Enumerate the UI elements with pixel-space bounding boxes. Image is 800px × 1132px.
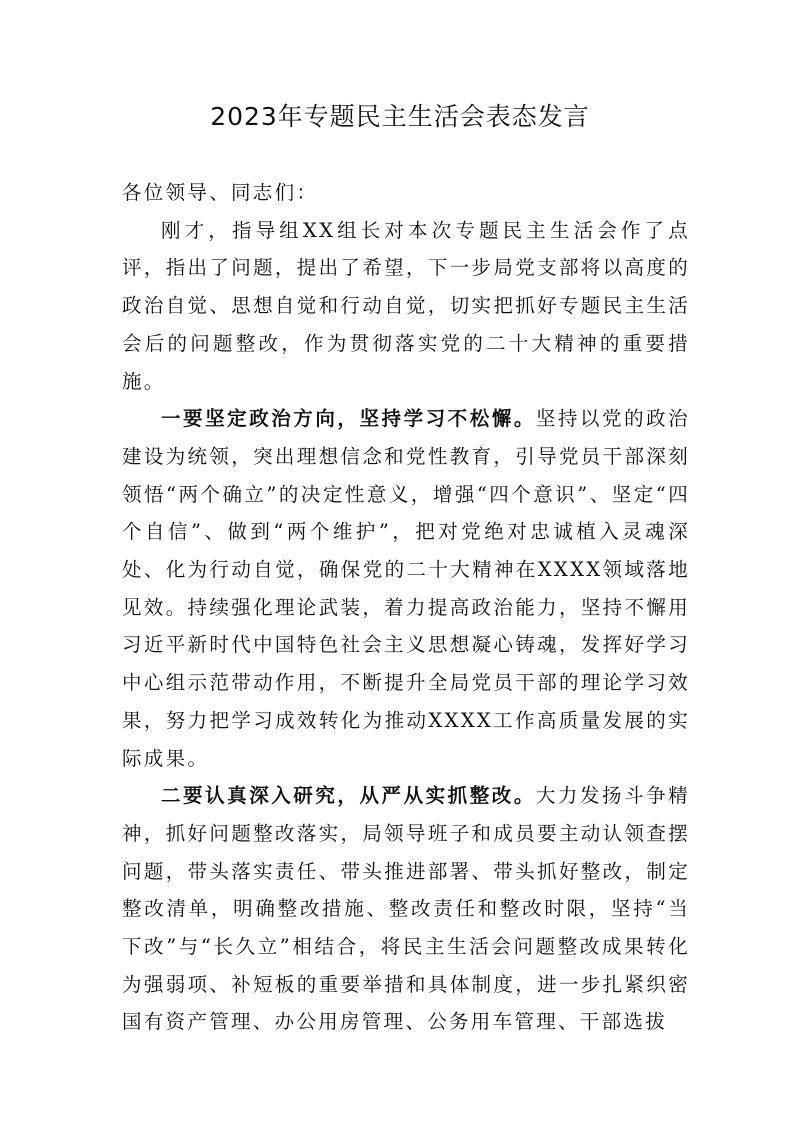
salutation: 各位领导、同志们：: [122, 181, 319, 204]
paragraph-point-one: [122, 400, 690, 777]
paragraph-point-two-heading: 二要认真深入研究，从严从实抓整改。: [161, 784, 536, 808]
paragraph-point-one-text: 坚持以党的政治建设为统领，突出理想信念和党性教育，引导党员干部深刻领悟“两个确立”的决定性意义，增强“四个意识”、坚定“四个自信”、做到“两个维护”，把对党绝对忠诚植入灵魂深处、化为行动自觉，确保党的二十大精神在XXXX领域落地见效。持续强化理论武装，着力提高政治能力，坚持不懈用习近平新时代中国特色社会主义思想凝心铸魂，发挥好学习中心组示范带动作用，不断提升全局党员干部的理论学习效果，努力把学习成效转化为推动XXXX工作高质量发展的实际成果。: [122, 407, 690, 770]
paragraph-point-one-heading: 一要坚定政治方向，坚持学习不松懈。: [161, 407, 536, 431]
paragraph-intro: [122, 212, 690, 401]
paragraph-intro-text: 刚才，指导组XX组长对本次专题民主生活会作了点评，指出了问题，提出了希望，下一步局党支部将以高度的政治自觉、思想自觉和行动自觉，切实把抓好专题民主生活会后的问题整改，作为贯彻落实党的二十大精神的重要措施。: [122, 218, 690, 393]
document-body: [122, 174, 690, 1041]
paragraph-point-two-text: 大力发扬斗争精神，抓好问题整改落实，局领导班子和成员要主动认领查摆问题，带头落实责任、带头推进部署、带头抓好整改，制定整改清单，明确整改措施、整改责任和整改时限，坚持“当下改”与“长久立”相结合，将民主生活会问题整改成果转化为强弱项、补短板的重要举措和具体制度，进一步扎紧织密国有资产管理、办公用房管理、公务用车管理、干部选拔: [122, 784, 690, 1034]
document-title: 2023年专题民主生活会表态发言: [210, 102, 590, 131]
paragraph-point-two: [122, 777, 690, 1041]
